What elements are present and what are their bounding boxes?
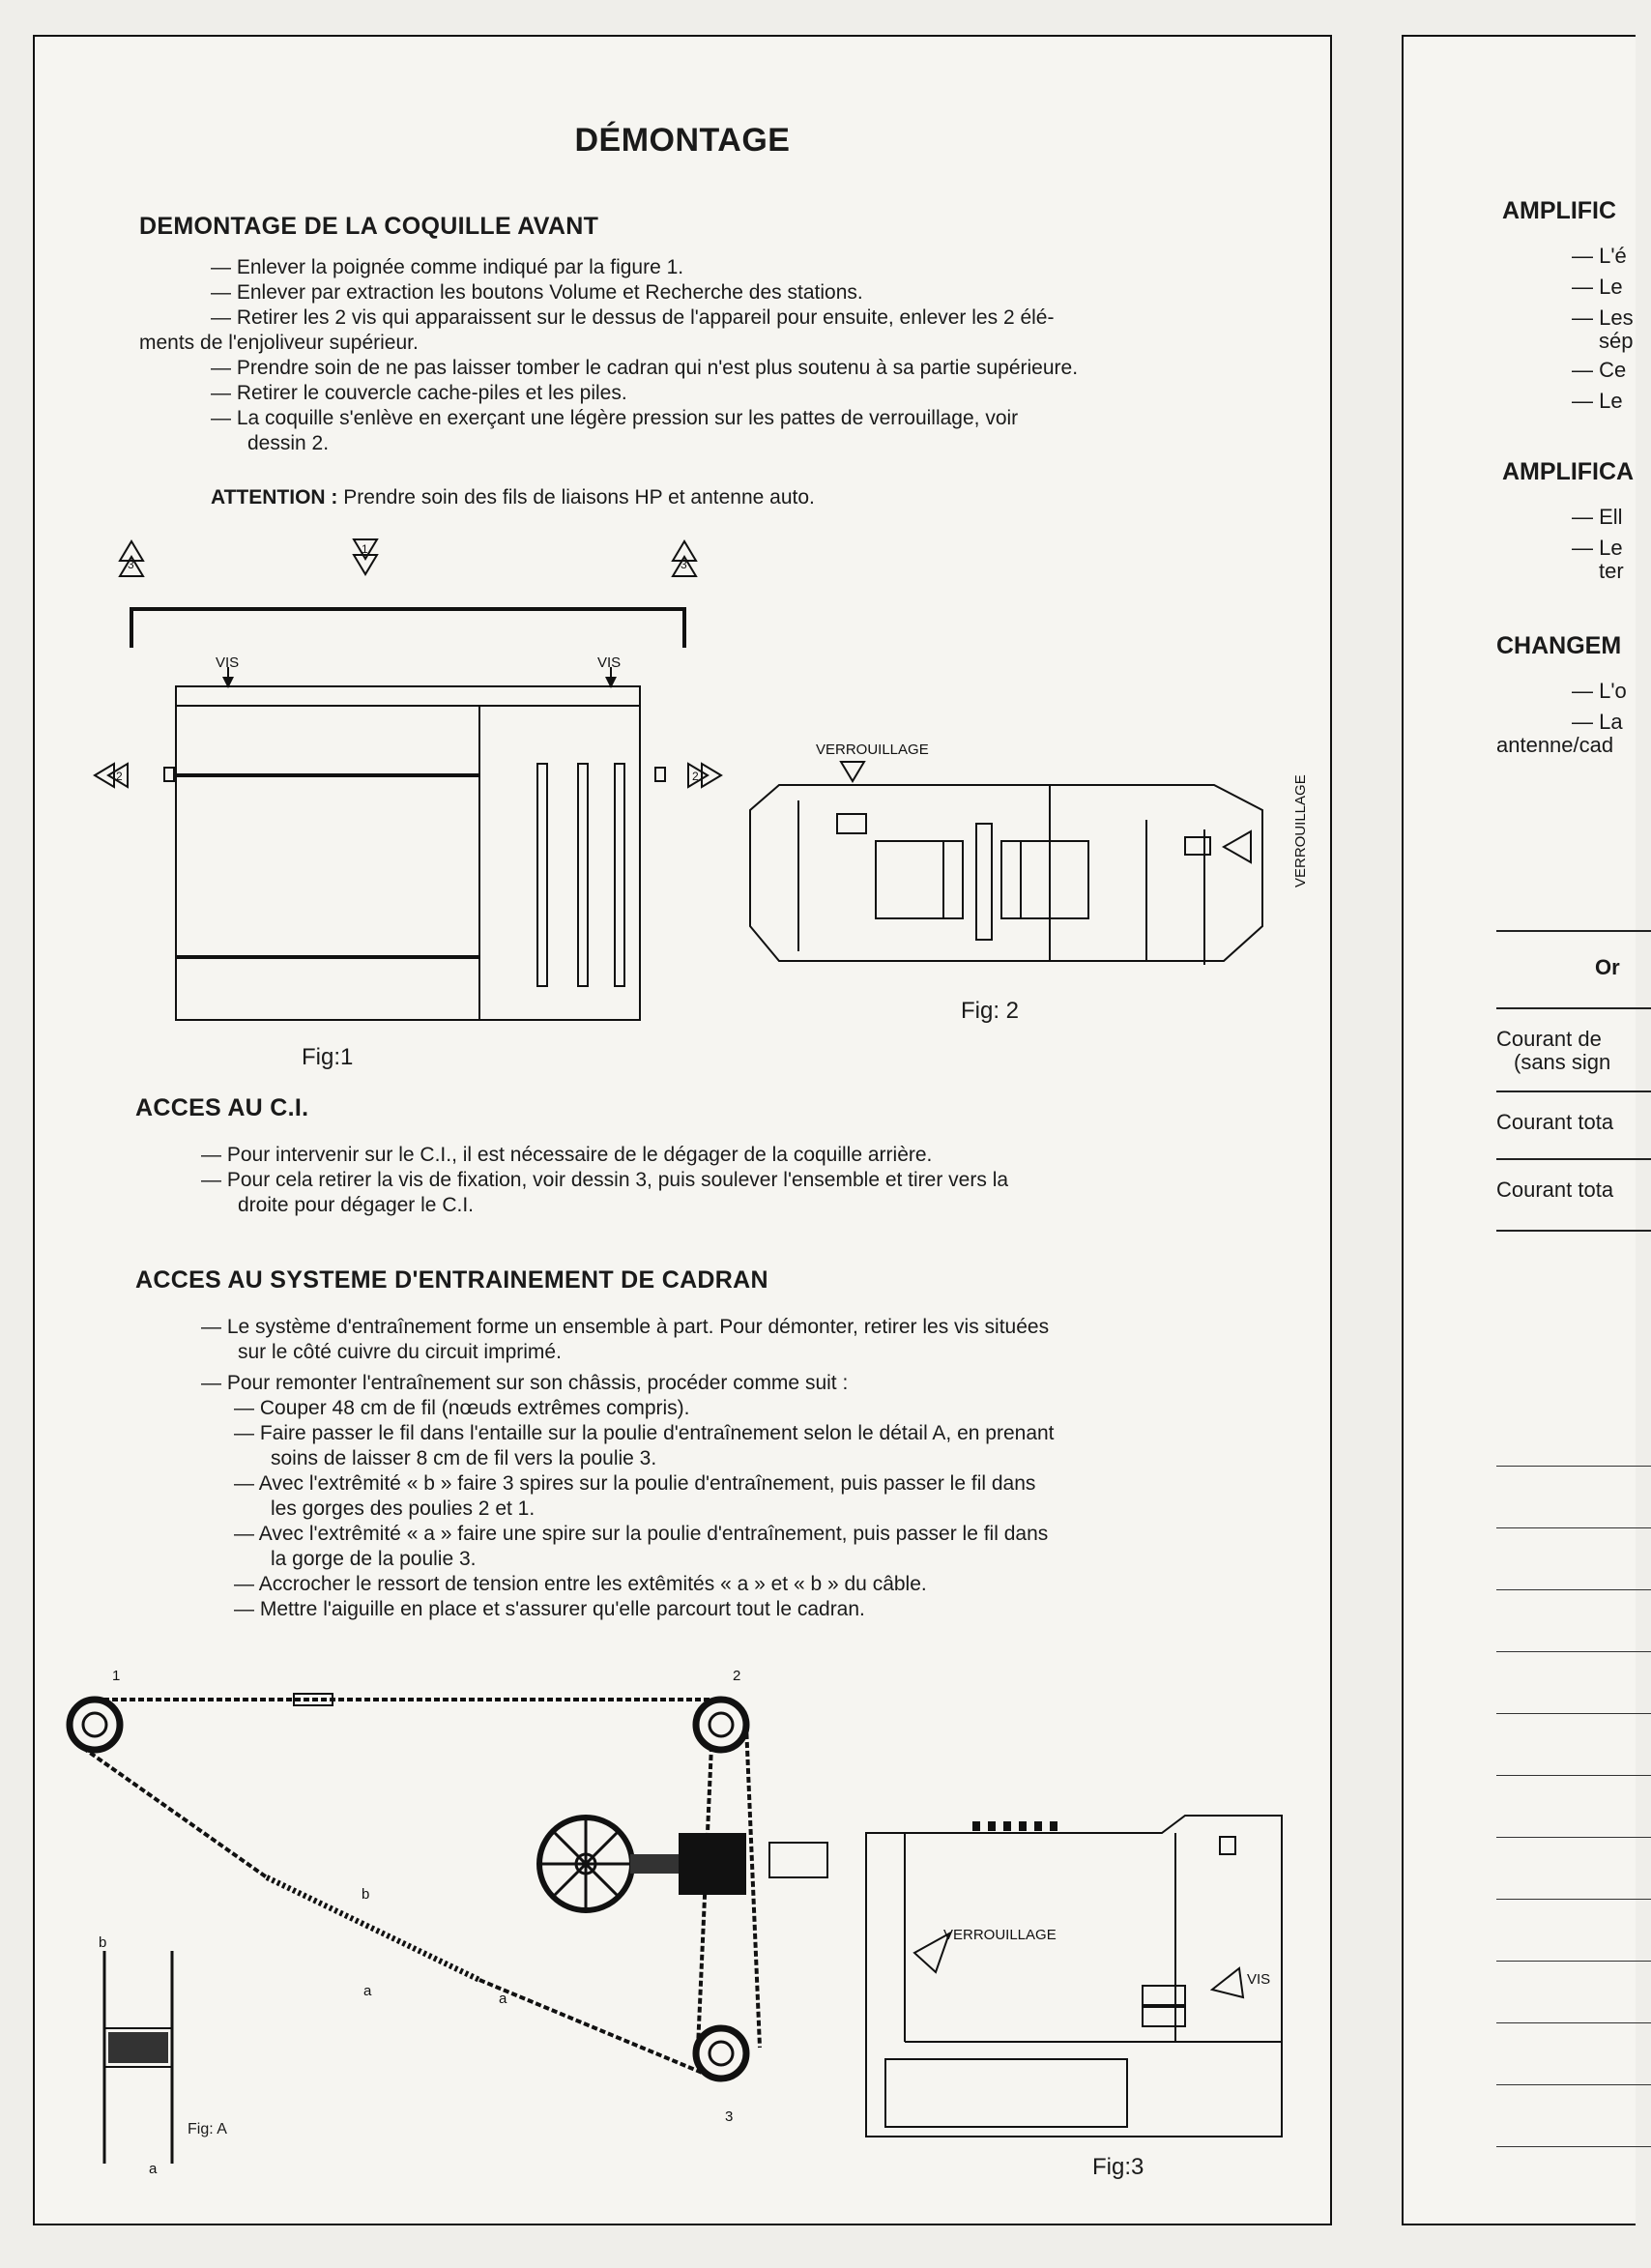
left-page	[33, 35, 1332, 2225]
right-item: sép	[1599, 329, 1634, 353]
right-item: ter	[1599, 559, 1624, 583]
right-item: — Ce	[1572, 358, 1627, 382]
blank-line	[1496, 1466, 1651, 1467]
right-item: — La	[1572, 710, 1623, 734]
right-item: — Les	[1572, 305, 1634, 330]
figure-a-diagram	[44, 1661, 876, 2202]
table-cell: Courant de	[1496, 1027, 1602, 1051]
attention-note: ATTENTION : Prendre soin des fils de liaisons HP et antenne auto.	[211, 486, 815, 509]
figA-caption: Fig: A	[188, 2121, 227, 2137]
svg-text:2: 2	[692, 770, 699, 783]
svg-text:VERROUILLAGE: VERROUILLAGE	[943, 1927, 1057, 1943]
svg-text:VIS: VIS	[216, 654, 240, 671]
right-item: — L'é	[1572, 244, 1627, 268]
right-page	[1402, 35, 1636, 2225]
right-heading-2: AMPLIFICA	[1502, 458, 1635, 485]
svg-text:VIS: VIS	[597, 654, 622, 671]
table-rule	[1496, 1007, 1651, 1009]
fig1-caption: Fig:1	[302, 1044, 354, 1070]
section-heading-entrainement: ACCES AU SYSTEME D'ENTRAINEMENT DE CADRAN	[135, 1266, 768, 1294]
fig3-caption: Fig:3	[1092, 2154, 1144, 2180]
table-cell: Courant tota	[1496, 1178, 1614, 1202]
svg-text:VERROUILLAGE: VERROUILLAGE	[1292, 774, 1309, 887]
table-header: Or	[1595, 955, 1620, 979]
section-heading-coquille: DEMONTAGE DE LA COQUILLE AVANT	[139, 213, 599, 240]
table-cell: Courant tota	[1496, 1110, 1614, 1134]
right-item: — Le	[1572, 536, 1623, 560]
table-rule	[1496, 1090, 1651, 1092]
table-rule	[1496, 930, 1651, 932]
blank-line	[1496, 2146, 1651, 2147]
svg-text:1: 1	[362, 542, 368, 556]
right-item: — L'o	[1572, 679, 1627, 703]
right-item: antenne/cad	[1496, 733, 1614, 757]
right-heading-1: AMPLIFIC	[1502, 197, 1617, 224]
figure-1-diagram	[93, 532, 740, 1044]
right-item: — Le	[1572, 389, 1623, 413]
right-item: — Ell	[1572, 505, 1623, 529]
svg-text:VERROUILLAGE: VERROUILLAGE	[816, 741, 929, 758]
section3-text: — Le système d'entraînement forme un ensemble à part. Pour démonter, retirer les vis situées sur le côté cuivre du circuit imprimé. — Pour remonter l'entraînement sur son châssis, procéder comme suit : — Couper 48 cm de fil (nœuds extrêmes compris). — Faire passer le fil dans l'entaille sur la poulie d'entraînement selon le détail A, en prenant soins de laisser 8 cm de fil vers la poulie 3. — Avec l'extrêmité « b » faire 3 spires sur la poulie d'entraînement, puis passer le fil dans les gorges des poulies 2 et 1. — Avec l'extrêmité « a » faire une spire sur la poulie d'entraînement, puis passer le fil dans la gorge de la poulie 3. — Accrocher le ressort de tension entre les extêmités « a » et « b » du câble. — Mettre l'aiguille en place et s'assurer qu'elle parcourt tout le cadran.	[201, 1316, 1055, 1620]
blank-line	[1496, 1713, 1651, 1714]
svg-text:a: a	[363, 1983, 372, 1999]
right-item: — Le	[1572, 275, 1623, 299]
table-cell: (sans sign	[1514, 1050, 1611, 1074]
blank-line	[1496, 1961, 1651, 1962]
page-title: DÉMONTAGE	[574, 122, 791, 159]
blank-line	[1496, 2022, 1651, 2023]
blank-line	[1496, 2084, 1651, 2085]
svg-text:b: b	[362, 1886, 370, 1903]
right-heading-3: CHANGEM	[1496, 632, 1622, 659]
figure-2-diagram	[740, 733, 1320, 994]
svg-text:3: 3	[725, 2108, 734, 2125]
svg-text:3: 3	[128, 558, 134, 571]
fig2-caption: Fig: 2	[961, 998, 1020, 1024]
svg-text:2: 2	[733, 1668, 741, 1684]
blank-line	[1496, 1899, 1651, 1900]
blank-line	[1496, 1651, 1651, 1652]
blank-line	[1496, 1527, 1651, 1528]
table-rule	[1496, 1158, 1651, 1160]
svg-text:a: a	[499, 1991, 507, 2007]
section-heading-acces-ci: ACCES AU C.I.	[135, 1094, 309, 1121]
svg-text:1: 1	[112, 1668, 121, 1684]
svg-text:VIS: VIS	[1247, 1971, 1271, 1988]
blank-line	[1496, 1589, 1651, 1590]
blank-line	[1496, 1775, 1651, 1776]
section1-text: — Enlever la poignée comme indiqué par la figure 1. — Enlever par extraction les boutons Volume et Recherche des stations. — Retirer les 2 vis qui apparaissent sur le dessus de l'appareil pour ensuite, enlever les 2 élé- ments de l'enjoliveur supérieur. — Prendre soin de ne pas laisser tomber le cadran qui n'est plus soutenu à sa partie supérieure. — Retirer le couvercle cache-piles et les piles. — La coquille s'enlève en exerçant une légère pression sur les pattes de verrouillage, voir dessin 2.	[139, 256, 1079, 454]
svg-text:2: 2	[116, 770, 123, 783]
section2-text: — Pour intervenir sur le C.I., il est nécessaire de le dégager de la coquille arrière. — Pour cela retirer la vis de fixation, voir dessin 3, puis soulever l'ensemble et tirer vers la droite pour dégager le C.I.	[201, 1144, 1009, 1216]
svg-text:b: b	[99, 1934, 107, 1951]
svg-text:a: a	[149, 2161, 158, 2177]
blank-line	[1496, 1837, 1651, 1838]
svg-text:3: 3	[681, 558, 687, 571]
figure-3-diagram	[856, 1788, 1311, 2137]
table-rule	[1496, 1230, 1651, 1232]
